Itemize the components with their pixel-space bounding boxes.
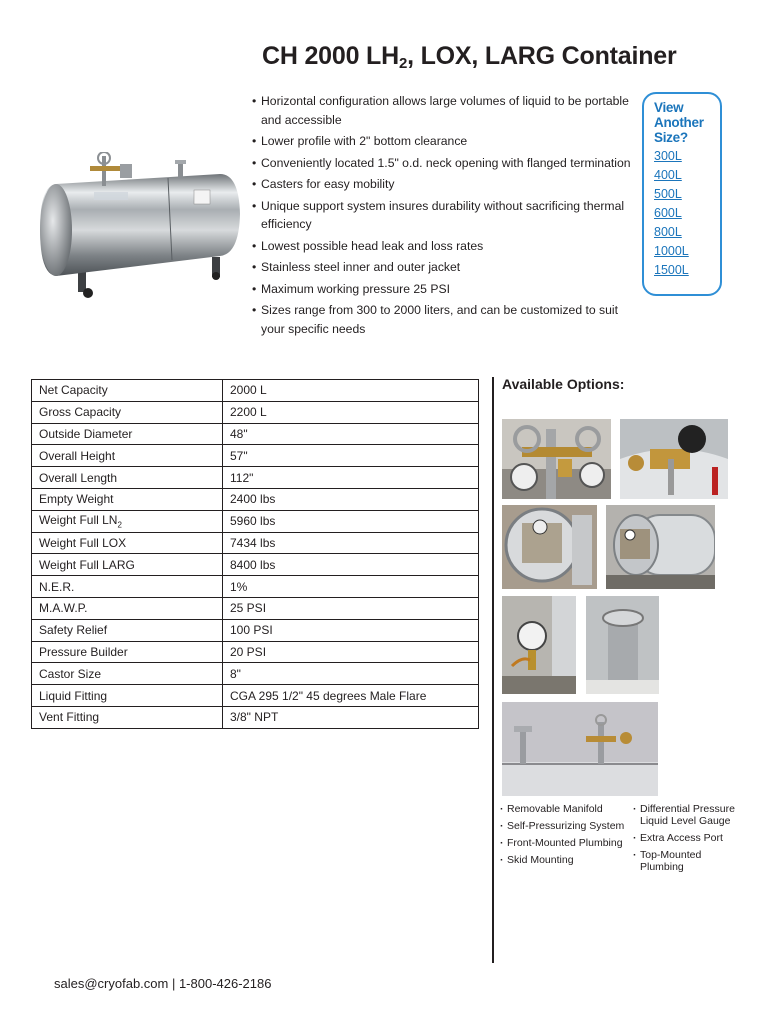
table-row: Liquid Fitting CGA 295 1/2" 45 degrees Male Flare bbox=[32, 685, 479, 707]
table-row: Empty Weight 2400 lbs bbox=[32, 488, 479, 510]
page-title: CH 2000 $LH_2$, LOX, LARG Container bbox=[262, 42, 677, 72]
table-row: Gross Capacity 2200 L bbox=[32, 401, 479, 423]
front-plumbing-photo bbox=[502, 505, 597, 589]
table-row: Overall Length 112" bbox=[32, 467, 479, 489]
top-plumbing-photo bbox=[502, 702, 658, 796]
table-row: M.A.W.P. 25 PSI bbox=[32, 597, 479, 619]
option-item: · Extra Access Port bbox=[633, 832, 745, 844]
feature-item: • Horizontal configuration allows large volumes of liquid to be portable and accessible bbox=[252, 92, 632, 129]
feature-item: • Unique support system insures durability without sacrificing thermal efficiency bbox=[252, 197, 632, 234]
feature-item: • Stainless steel inner and outer jacket bbox=[252, 258, 632, 277]
access-port-photo bbox=[586, 596, 659, 694]
table-row: Overall Height 57" bbox=[32, 445, 479, 467]
view-another-size-box bbox=[642, 92, 722, 296]
tank-image bbox=[34, 152, 244, 302]
option-item: · Top-Mounted Plumbing bbox=[633, 849, 745, 873]
option-item: · Skid Mounting bbox=[500, 854, 625, 866]
column-divider bbox=[492, 377, 494, 963]
contact-footer: sales@cryofab.com | 1-800-426-2186 bbox=[54, 976, 272, 991]
table-row: Castor Size 8" bbox=[32, 663, 479, 685]
size-link-1500l[interactable]: 1500L bbox=[654, 263, 689, 277]
feature-item: • Sizes range from 300 to 2000 liters, and can be customized to suit your specific needs bbox=[252, 301, 632, 338]
feature-item: • Conveniently located 1.5" o.d. neck opening with flanged termination bbox=[252, 154, 632, 173]
table-row: Safety Relief 100 PSI bbox=[32, 619, 479, 641]
table-row: Outside Diameter 48" bbox=[32, 423, 479, 445]
feature-item: • Maximum working pressure 25 PSI bbox=[252, 280, 632, 299]
options-list-left bbox=[500, 803, 625, 871]
table-row: Weight Full LOX 7434 lbs bbox=[32, 532, 479, 554]
size-link-1000l[interactable]: 1000L bbox=[654, 244, 689, 258]
feature-item: • Lowest possible head leak and loss rates bbox=[252, 237, 632, 256]
feature-item: • Casters for easy mobility bbox=[252, 175, 632, 194]
spec-table bbox=[31, 379, 479, 729]
tank-front-photo bbox=[606, 505, 715, 589]
level-gauge-photo bbox=[620, 419, 728, 499]
option-item: · Differential Pressure Liquid Level Gauge bbox=[633, 803, 745, 827]
table-row: Weight Full $LN_2$ 5960 lbs bbox=[32, 510, 479, 532]
feature-list bbox=[252, 92, 632, 341]
size-link-300l[interactable]: 300L bbox=[654, 149, 682, 163]
table-row: Vent Fitting 3/8" NPT bbox=[32, 706, 479, 728]
size-link-400l[interactable]: 400L bbox=[654, 168, 682, 182]
manifold-photo bbox=[502, 419, 611, 499]
table-row: N.E.R. 1% bbox=[32, 576, 479, 598]
size-link-500l[interactable]: 500L bbox=[654, 187, 682, 201]
size-link-600l[interactable]: 600L bbox=[654, 206, 682, 220]
size-box-heading: View Another Size? bbox=[654, 100, 704, 145]
option-item: · Removable Manifold bbox=[500, 803, 625, 815]
table-row: Pressure Builder 20 PSI bbox=[32, 641, 479, 663]
option-item: · Self-Pressurizing System bbox=[500, 820, 625, 832]
table-row: Weight Full LARG 8400 lbs bbox=[32, 554, 479, 576]
self-pressurizing-photo bbox=[502, 596, 576, 694]
size-link-800l[interactable]: 800L bbox=[654, 225, 682, 239]
options-list-right bbox=[633, 803, 745, 878]
feature-item: • Lower profile with 2" bottom clearance bbox=[252, 132, 632, 151]
option-item: · Front-Mounted Plumbing bbox=[500, 837, 625, 849]
options-heading: Available Options: bbox=[502, 376, 625, 392]
table-row: Net Capacity 2000 L bbox=[32, 380, 479, 402]
